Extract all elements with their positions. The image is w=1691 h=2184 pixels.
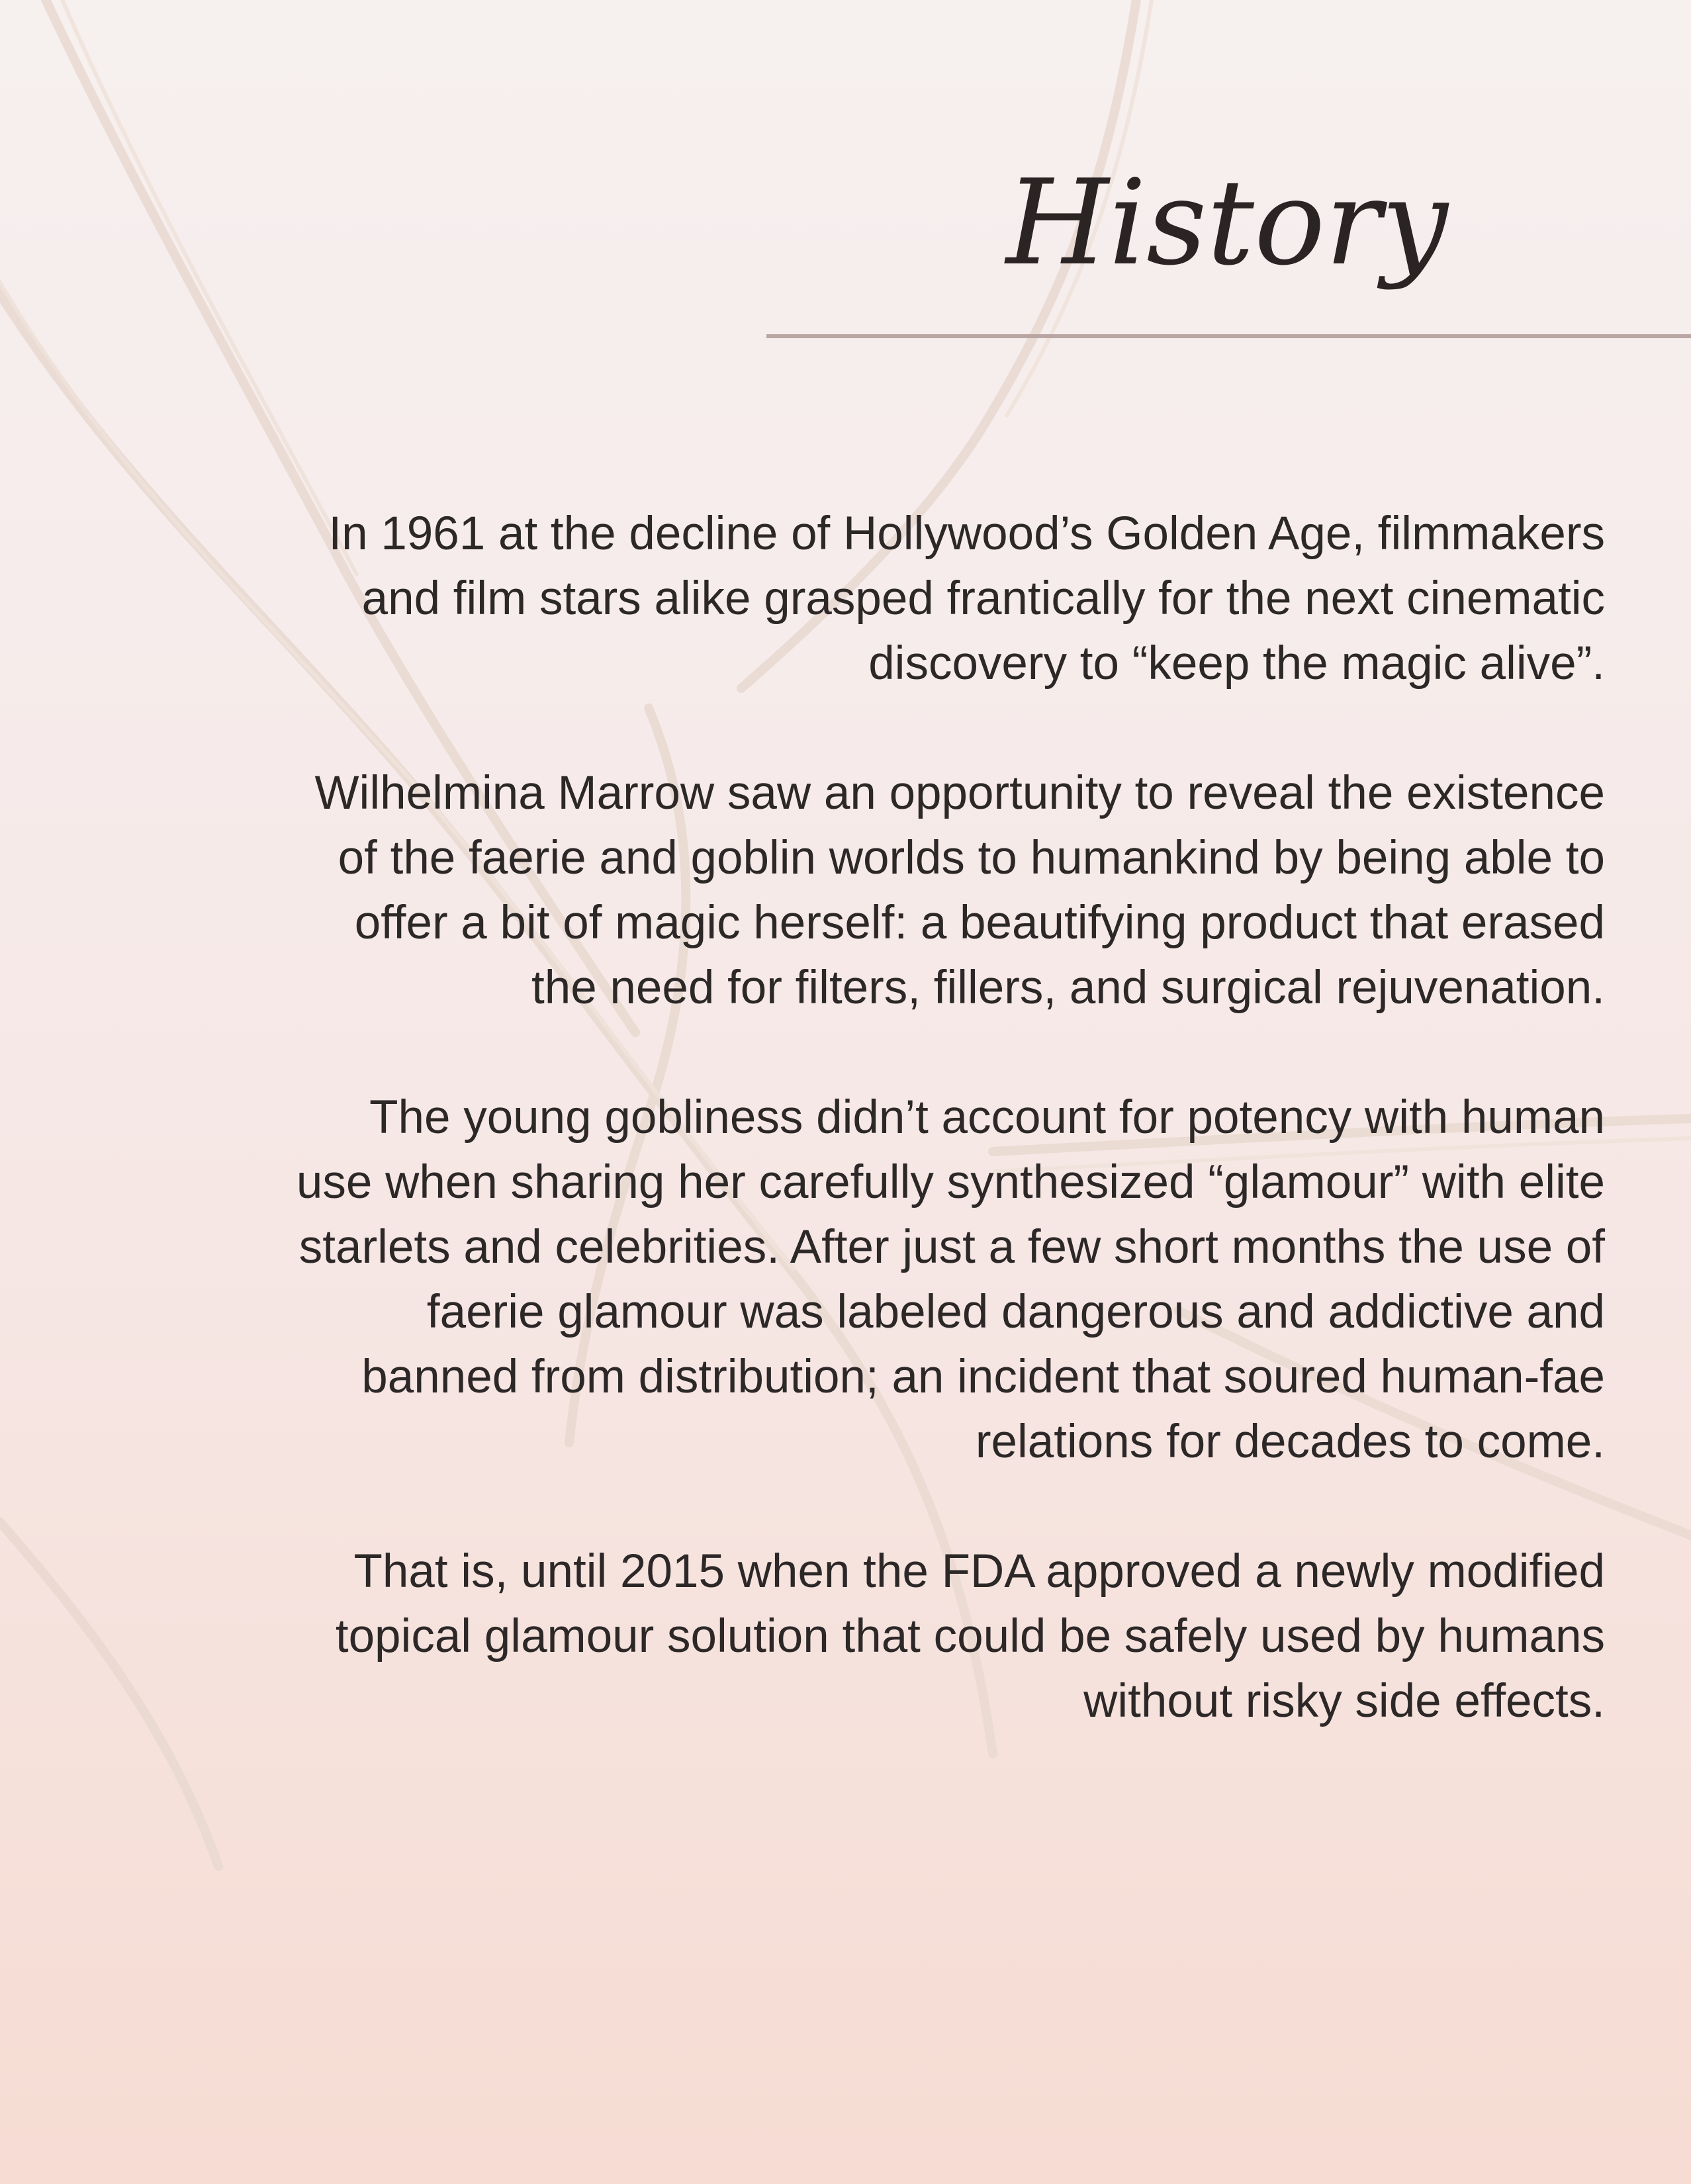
text-line: faerie glamour was labeled dangerous and addictive and xyxy=(426,1286,1605,1338)
text-line: discovery to “keep the magic alive”. xyxy=(868,637,1605,690)
title-divider xyxy=(766,334,1691,338)
text-line: use when sharing her carefully synthesized “glamour” with elite xyxy=(296,1156,1605,1208)
text-line: of the faerie and goblin worlds to humankind by being able to xyxy=(338,832,1605,884)
text-line: Wilhelmina Marrow saw an opportunity to reveal the existence xyxy=(314,767,1605,819)
paragraph-1 xyxy=(99,502,1605,696)
text-line: without risky side effects. xyxy=(1083,1675,1605,1727)
text-line: That is, until 2015 when the FDA approved a newly modified xyxy=(353,1545,1605,1598)
paragraph-2 xyxy=(99,761,1605,1021)
text-line: relations for decades to come. xyxy=(975,1416,1605,1468)
text-line: starlets and celebrities. After just a few short months the use of xyxy=(298,1221,1605,1273)
page-title: History xyxy=(1006,154,1448,291)
text-line: topical glamour solution that could be safely used by humans xyxy=(335,1610,1605,1662)
text-line: the need for filters, fillers, and surgical rejuvenation. xyxy=(531,962,1605,1014)
text-line: and film stars alike grasped frantically for the next cinematic xyxy=(361,572,1605,625)
text-line: In 1961 at the decline of Hollywood’s Golden Age, filmmakers xyxy=(328,508,1605,560)
text-line: offer a bit of magic herself: a beautifying product that erased xyxy=(354,897,1605,949)
text-line: The young gobliness didn’t account for potency with human xyxy=(369,1091,1605,1144)
paragraph-3 xyxy=(99,1085,1605,1475)
history-body xyxy=(99,502,1605,1799)
paragraph-4 xyxy=(99,1539,1605,1734)
text-line: banned from distribution; an incident that soured human-fae xyxy=(361,1351,1605,1403)
